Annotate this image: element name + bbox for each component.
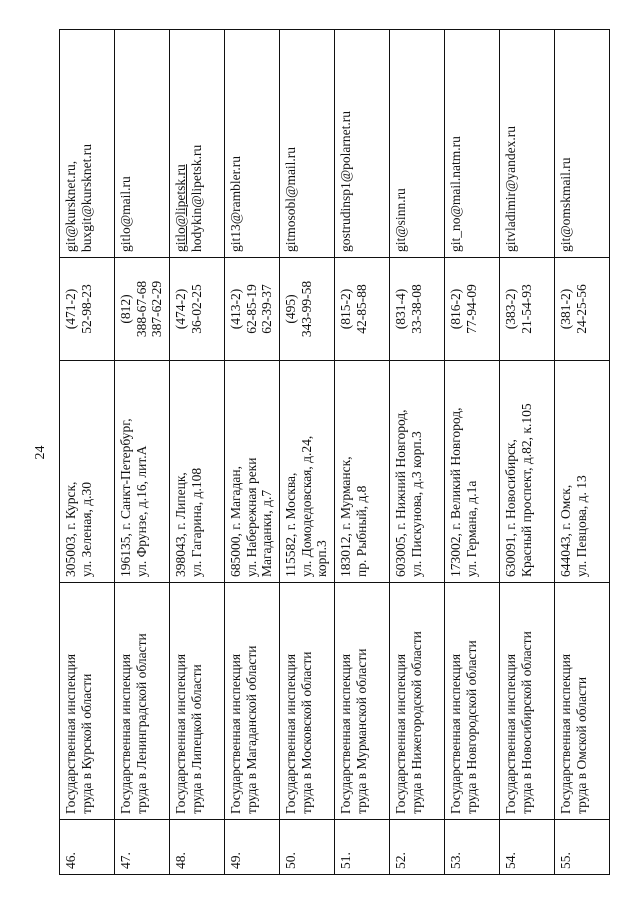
phone: (471-2) 52-98-23 [60,258,115,361]
phone: (474-2) 36-02-25 [170,258,225,361]
row-number: 46. [60,820,115,875]
address: 685000, г. Магадан, ул. Набережная реки Магаданки, д.7 [225,361,280,583]
inspection-name: Государственная инспекция труда в Курской области [60,583,115,820]
email [445,30,500,258]
table-row [555,30,610,875]
phone: (812) 388-67-68 387-62-29 [115,258,170,361]
table-row [390,30,445,875]
phone: (816-2) 77-94-09 [445,258,500,361]
row-number: 51. [335,820,390,875]
address: 630091, г. Новосибирск, Красный проспект, д.82, к.105 [500,361,555,583]
email-link[interactable]: git@kursknet.ru, [63,160,78,252]
email-link[interactable]: gitmosobl@mail.ru [283,146,298,252]
row-number: 48. [170,820,225,875]
email-link[interactable]: gitvladimir@yandex.ru [503,125,518,252]
address: 183012, г. Мурманск, пр. Рыбный, д.8 [335,361,390,583]
email [280,30,335,258]
inspection-name: Государственная инспекция труда в Новосибирской области [500,583,555,820]
email [115,30,170,258]
inspection-name: Государственная инспекция труда в Московской области [280,583,335,820]
address: 173002, г. Великий Новгород, ул. Германа, д.1а [445,361,500,583]
phone: (381-2) 24-25-56 [555,258,610,361]
row-number: 49. [225,820,280,875]
table-row [115,30,170,875]
email [390,30,445,258]
address: 603005, г. Нижний Новгород, ул. Пискунова, д.3 корп.3 [390,361,445,583]
email [60,30,115,258]
phone: (831-4) 33-38-08 [390,258,445,361]
rotated-page [29,30,611,875]
row-number: 53. [445,820,500,875]
email [170,30,225,258]
email [555,30,610,258]
row-number: 47. [115,820,170,875]
email-link[interactable]: git@sinn.ru [393,188,408,252]
page-number: 24 [33,445,48,460]
inspection-name: Государственная инспекция труда в Новгородской области [445,583,500,820]
table-row [335,30,390,875]
inspection-name: Государственная инспекция труда в Нижегородской области [390,583,445,820]
inspection-name: Государственная инспекция труда в Ленинградской области [115,583,170,820]
phone: (495) 343-99-58 [280,258,335,361]
row-number: 50. [280,820,335,875]
email-link[interactable]: gitlo@mail.ru [118,176,133,252]
email [500,30,555,258]
table-row [445,30,500,875]
address: 398043, г. Липецк, ул. Гагарина, д.108 [170,361,225,583]
email [225,30,280,258]
email [335,30,390,258]
phone: (383-2) 21-54-93 [500,258,555,361]
row-number: 54. [500,820,555,875]
email-link[interactable]: git_no@mail.natm.ru [448,136,463,252]
inspection-name: Государственная инспекция труда в Магаданской области [225,583,280,820]
table-row [280,30,335,875]
address: 196135, г. Санкт-Петербург, ул. Фрунзе, д.16, лит.А [115,361,170,583]
email-link[interactable]: git@omskmail.ru [558,157,573,252]
email-link[interactable]: git13@rambler.ru [228,155,243,252]
table-row [225,30,280,875]
address: 644043, г. Омск, ул. Певцова, д. 13 [555,361,610,583]
inspections-table [59,29,610,875]
phone: (815-2) 42-85-88 [335,258,390,361]
table-row [60,30,115,875]
inspection-name: Государственная инспекция труда в Липецкой области [170,583,225,820]
address: 115582, г. Москва, ул. Домодедовская, д.24, корп.3 [280,361,335,583]
address: 305003, г. Курск, ул. Зеленая, д.30 [60,361,115,583]
inspection-name: Государственная инспекция труда в Мурманской области [335,583,390,820]
table-row [500,30,555,875]
table-row [170,30,225,875]
email-link[interactable]: gitlo@lipetsk.ru [173,164,188,252]
phone: (413-2) 62-85-19 62-39-37 [225,258,280,361]
email-link[interactable]: gostrudinsp1@polarnet.ru [338,110,353,252]
email-link[interactable]: buxgit@kursknet.ru [78,143,94,252]
row-number: 55. [555,820,610,875]
inspection-name: Государственная инспекция труда в Омской области [555,583,610,820]
email-link[interactable]: hodykin@lipetsk.ru [188,144,204,252]
row-number: 52. [390,820,445,875]
